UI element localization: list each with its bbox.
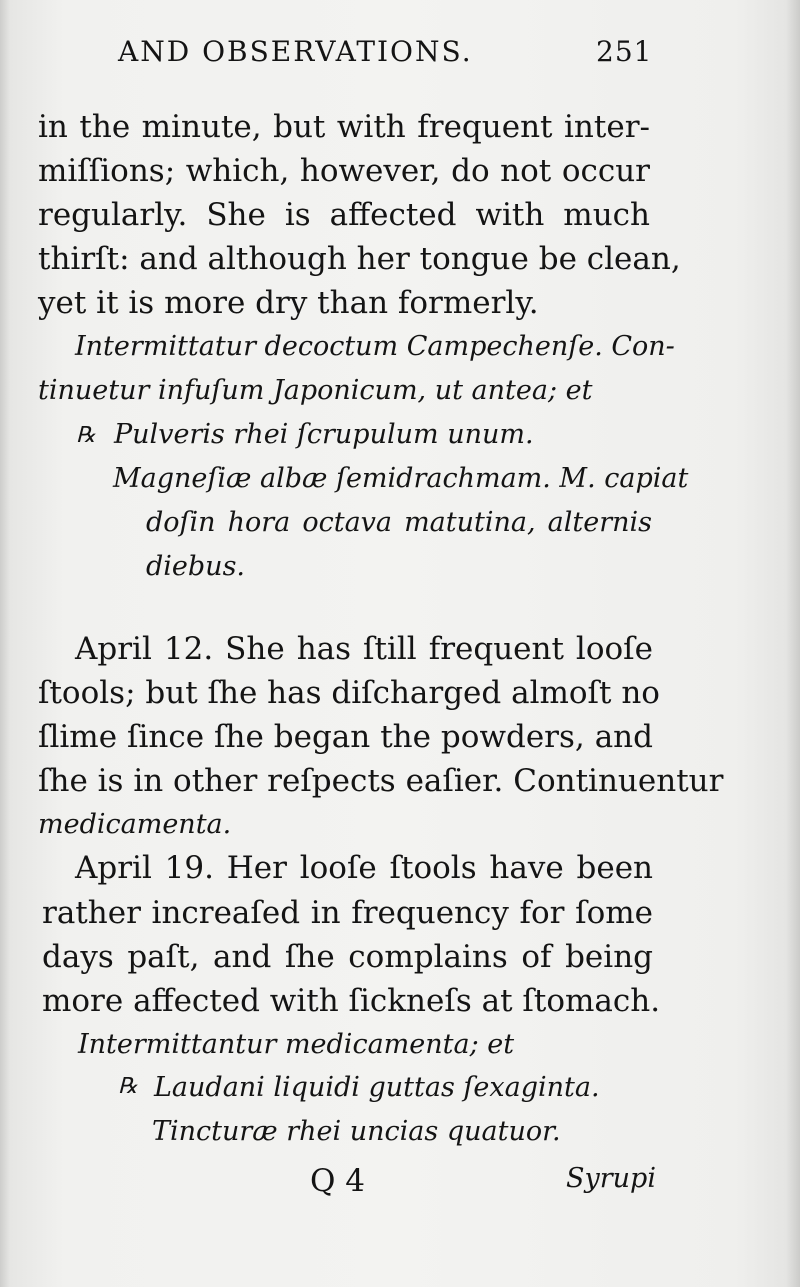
- text-line: ſtools; but ſhe has diſcharged almoſt no: [38, 675, 660, 711]
- prescription-line: Intermittantur medicamenta; et: [78, 1029, 515, 1060]
- text-line: April 19. Her looſe ſtools have been: [75, 850, 653, 886]
- running-head: AND OBSERVATIONS.: [118, 35, 473, 68]
- text-line: regularly. She is affected with much: [38, 197, 650, 233]
- page-gutter-shadow: [0, 0, 10, 1287]
- page-number: 251: [596, 35, 653, 68]
- recipe-symbol-icon: ℞: [76, 423, 96, 448]
- text-line: ſlime ſince ſhe began the powders, and: [38, 719, 653, 755]
- prescription-line: Pulveris rhei ſcrupulum unum.: [114, 419, 534, 450]
- recipe-symbol-icon: ℞: [118, 1074, 138, 1099]
- prescription-line: tinuetur infuſum Japonicum, ut antea; et: [38, 375, 593, 406]
- prescription-line: Laudani liquidi guttas ſexaginta.: [154, 1072, 600, 1103]
- prescription-line: doſin hora octava matutina, alternis: [146, 507, 652, 538]
- text-line: thirſt: and although her tongue be clean,: [38, 241, 681, 277]
- prescription-line: Tincturæ rhei uncias quatuor.: [152, 1116, 561, 1147]
- text-line: April 12. She has ſtill frequent looſe: [75, 631, 653, 667]
- catchword: Syrupi: [566, 1163, 656, 1194]
- text-line: days paſt, and ſhe complains of being: [42, 939, 653, 975]
- prescription-line: Magneſiæ albæ ſemidrachmam. M. capiat: [113, 463, 689, 494]
- text-line: more affected with ſickneſs at ſtomach.: [42, 983, 661, 1019]
- prescription-line: diebus.: [146, 551, 246, 582]
- page-edge-shadow: [786, 0, 800, 1287]
- text-line: rather increaſed in frequency for ſome: [42, 895, 653, 931]
- text-line: miſſions; which, however, do not occur: [38, 153, 650, 189]
- text-line: ſhe is in other reſpects eaſier. Continuentur: [38, 763, 724, 799]
- text-line: in the minute, but with frequent inter-: [38, 109, 650, 145]
- text-line: yet it is more dry than formerly.: [38, 285, 539, 321]
- signature-mark: Q 4: [310, 1163, 365, 1199]
- prescription-line: medicamenta.: [38, 809, 232, 840]
- prescription-line: Intermittatur decoctum Campechenſe. Con-: [75, 331, 675, 362]
